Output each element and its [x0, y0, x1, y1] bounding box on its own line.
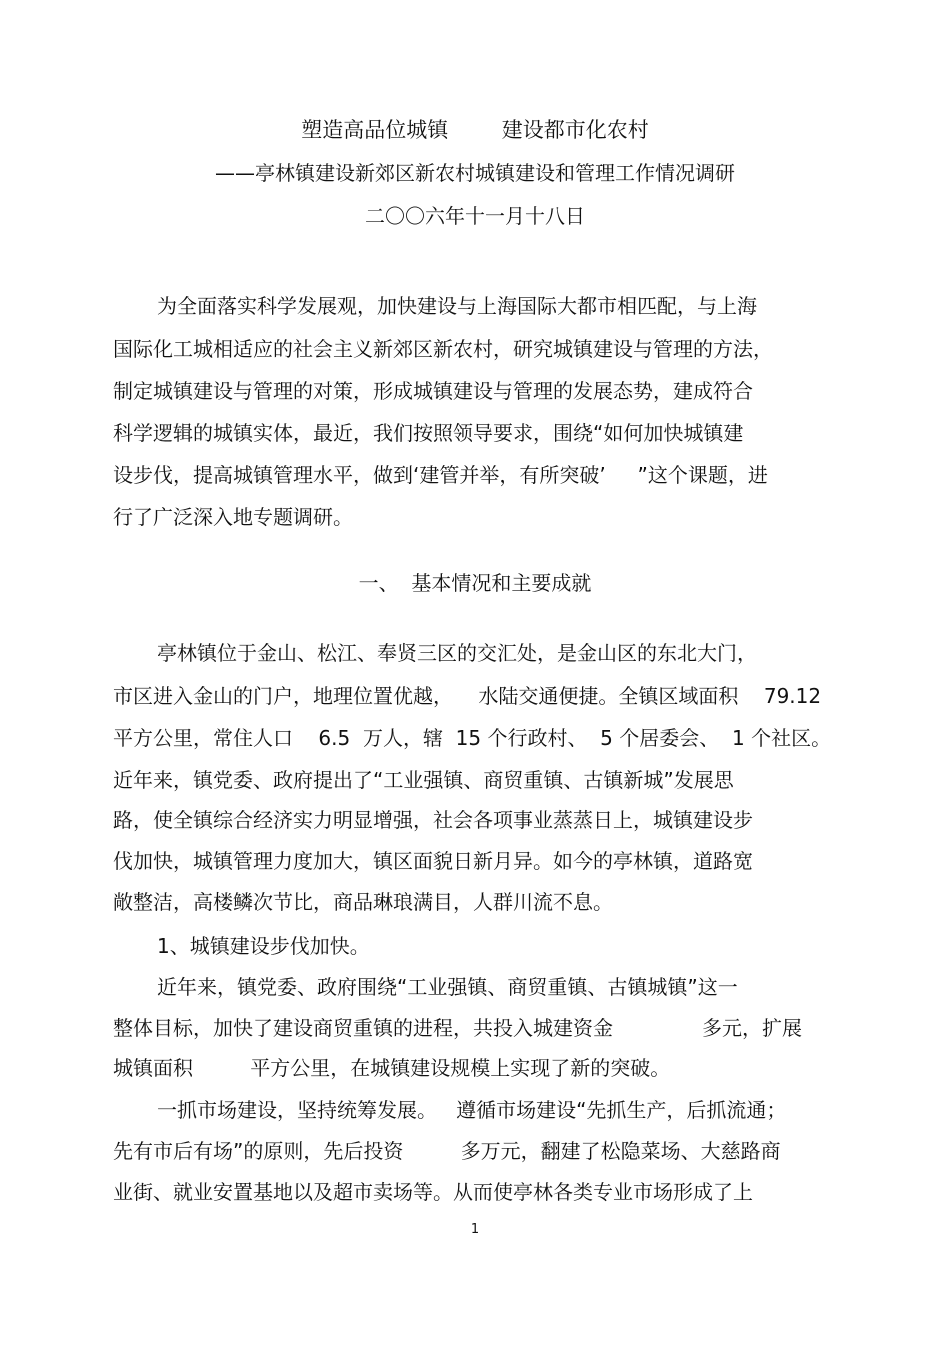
- paragraph-line: 设步伐，提高城镇管理水平，做到‘建管并举，有所突破’ ”这个课题，进: [113, 463, 768, 487]
- paragraph-line: 亭林镇位于金山、松江、奉贤三区的交汇处，是金山区的东北大门，: [157, 641, 757, 665]
- paragraph-line: 市区进入金山的门户，地理位置优越， 水陆交通便捷。全镇区域面积 79.12: [113, 684, 822, 708]
- page-number: 1: [470, 1222, 480, 1237]
- paragraph-line: 制定城镇建设与管理的对策，形成城镇建设与管理的发展态势，建成符合: [113, 379, 753, 403]
- paragraph-line: 路，使全镇综合经济实力明显增强，社会各项事业蒸蒸日上，城镇建设步: [113, 808, 753, 832]
- paragraph-line: 一抓市场建设，坚持统筹发展。 遵循市场建设“先抓生产，后抓流通；: [157, 1098, 787, 1122]
- section-heading: 一、 基本情况和主要成就: [358, 571, 592, 595]
- paragraph-line: 伐加快，城镇管理力度加大，镇区面貌日新月异。如今的亭林镇，道路宽: [113, 849, 753, 873]
- doc-date: 二〇〇六年十一月十八日: [365, 204, 585, 228]
- doc-subtitle: ——亭林镇建设新郊区新农村城镇建设和管理工作情况调研: [215, 161, 735, 185]
- paragraph-line: 业街、就业安置基地以及超市卖场等。从而使亭林各类专业市场形成了上: [113, 1180, 753, 1204]
- paragraph-line: 平方公里，常住人口 6.5 万人，辖 15 个行政村、 5 个居委会、 1 个社区。: [113, 726, 832, 750]
- doc-title: 塑造高品位城镇 建设都市化农村: [301, 118, 649, 142]
- paragraph-line: 近年来，镇党委、政府提出了“工业强镇、商贸重镇、古镇新城”发展思: [113, 768, 734, 792]
- point-1-heading: 1、城镇建设步伐加快。: [157, 934, 370, 958]
- paragraph-line: 整体目标，加快了建设商贸重镇的进程，共投入城建资金 多元，扩展: [113, 1016, 803, 1040]
- paragraph-line: 先有市后有场”的原则，先后投资 多万元，翻建了松隐菜场、大慈路商: [113, 1139, 781, 1163]
- paragraph-line: 近年来，镇党委、政府围绕“工业强镇、商贸重镇、古镇城镇”这一: [157, 975, 738, 999]
- paragraph-line: 敞整洁，高楼鳞次节比，商品琳琅满目，人群川流不息。: [113, 890, 613, 914]
- paragraph-line: 行了广泛深入地专题调研。: [113, 505, 353, 529]
- paragraph-line: 为全面落实科学发展观，加快建设与上海国际大都市相匹配，与上海: [157, 294, 757, 318]
- paragraph-line: 城镇面积 平方公里，在城镇建设规模上实现了新的突破。: [113, 1056, 671, 1080]
- paragraph-line: 国际化工城相适应的社会主义新郊区新农村，研究城镇建设与管理的方法，: [113, 337, 773, 361]
- paragraph-line: 科学逻辑的城镇实体，最近，我们按照领导要求，围绕“如何加快城镇建: [113, 421, 744, 445]
